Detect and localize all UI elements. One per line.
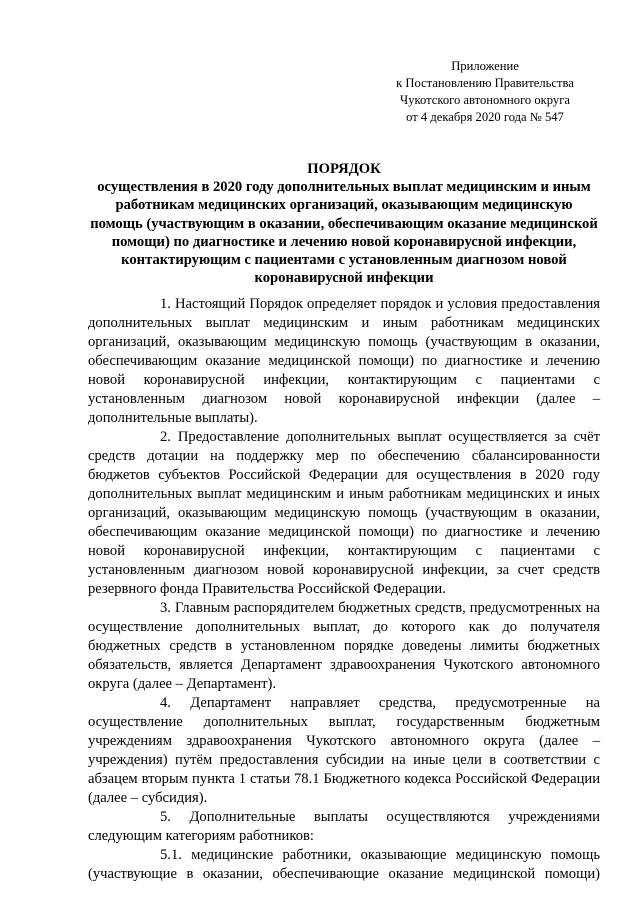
appendix-line: к Постановлению Правительства [396, 76, 574, 90]
appendix-line: от 4 декабря 2020 года № 547 [406, 110, 564, 124]
title-subtitle: осуществления в 2020 году дополнительных выплат медицинским и иным работникам медицинских организаций, оказывающим медицинскую помощь (участвующим в оказании, обеспечивающим оказание медицинской помощи) по диагностике и лечению новой коронавирусной инфекции, контактирующим с пациентами с установленным диагнозом новой коронавирусной инфекции [90, 179, 598, 287]
paragraph-text: Главным распорядителем бюджетных средств, предусмотренных на осуществление дополнительных выплат, до которого как до получателя бюджетных средств в установленном порядке доведены лимиты бюджетных обязательств, является Департамент здравоохранения Чукотского автономного округа (далее – Департамент). [88, 600, 600, 692]
title-heading: ПОРЯДОК [307, 161, 381, 177]
paragraph-2 [88, 428, 600, 599]
paragraph-3 [88, 599, 600, 694]
paragraph-text: Департамент направляет средства, предусмотренные на осуществление дополнительных выплат, государственным бюджетным учреждениям здравоохранения Чукотского автономного округа (далее – учреждения) путём предоставления субсидии на иные цели в соответствии с абзацем вторым пункта 1 статьи 78.1 Бюджетного кодекса Российской Федерации (далее – субсидия). [88, 695, 601, 806]
appendix-block [380, 58, 590, 126]
document-title [88, 160, 600, 287]
paragraph-number: 5. [160, 809, 171, 825]
paragraph-number: 4. [160, 695, 171, 711]
appendix-line: Приложение [451, 59, 519, 73]
paragraph-5 [88, 808, 600, 846]
document-body [88, 295, 600, 884]
paragraph-number: 5.1. [160, 847, 182, 863]
paragraph-number: 1. [160, 296, 171, 312]
paragraph-5-1 [88, 846, 600, 884]
paragraph-number: 2. [160, 429, 171, 445]
paragraph-4 [88, 694, 600, 808]
appendix-line: Чукотского автономного округа [400, 93, 570, 107]
paragraph-1 [88, 295, 600, 428]
paragraph-text: Настоящий Порядок определяет порядок и условия предоставления дополнительных выплат медицинским и иным работникам медицинских организаций, оказывающим медицинскую помощь (участвующим в оказании, обеспечивающим оказание медицинской помощи) по диагностике и лечению новой коронавирусной инфекции, контактирующим с пациентами с установленным диагнозом новой коронавирусной инфекции (далее – дополнительные выплаты). [88, 296, 600, 426]
paragraph-number: 3. [160, 600, 171, 616]
paragraph-text: Дополнительные выплаты осуществляются учреждениями следующим категориям работников: [88, 809, 600, 844]
paragraph-text: Предоставление дополнительных выплат осуществляется за счёт средств дотации на поддержку мер по обеспечению сбалансированности бюджетов субъектов Российской Федерации для осуществления в 2020 году дополнительных выплат медицинским и иным работникам медицинских и иных организаций, оказывающим медицинскую помощь (участвующим в оказании, обеспечивающим оказание медицинской помощи) по диагностике и лечению новой коронавирусной инфекции, контактирующим с пациентами с установленным диагнозом новой коронавирусной инфекции, за счет средств резервного фонда Правительства Российской Федерации. [88, 429, 600, 597]
paragraph-text: медицинские работники, оказывающие медицинскую помощь (участвующие в оказании, обеспечивающие оказание медицинской помощи) [88, 847, 600, 882]
